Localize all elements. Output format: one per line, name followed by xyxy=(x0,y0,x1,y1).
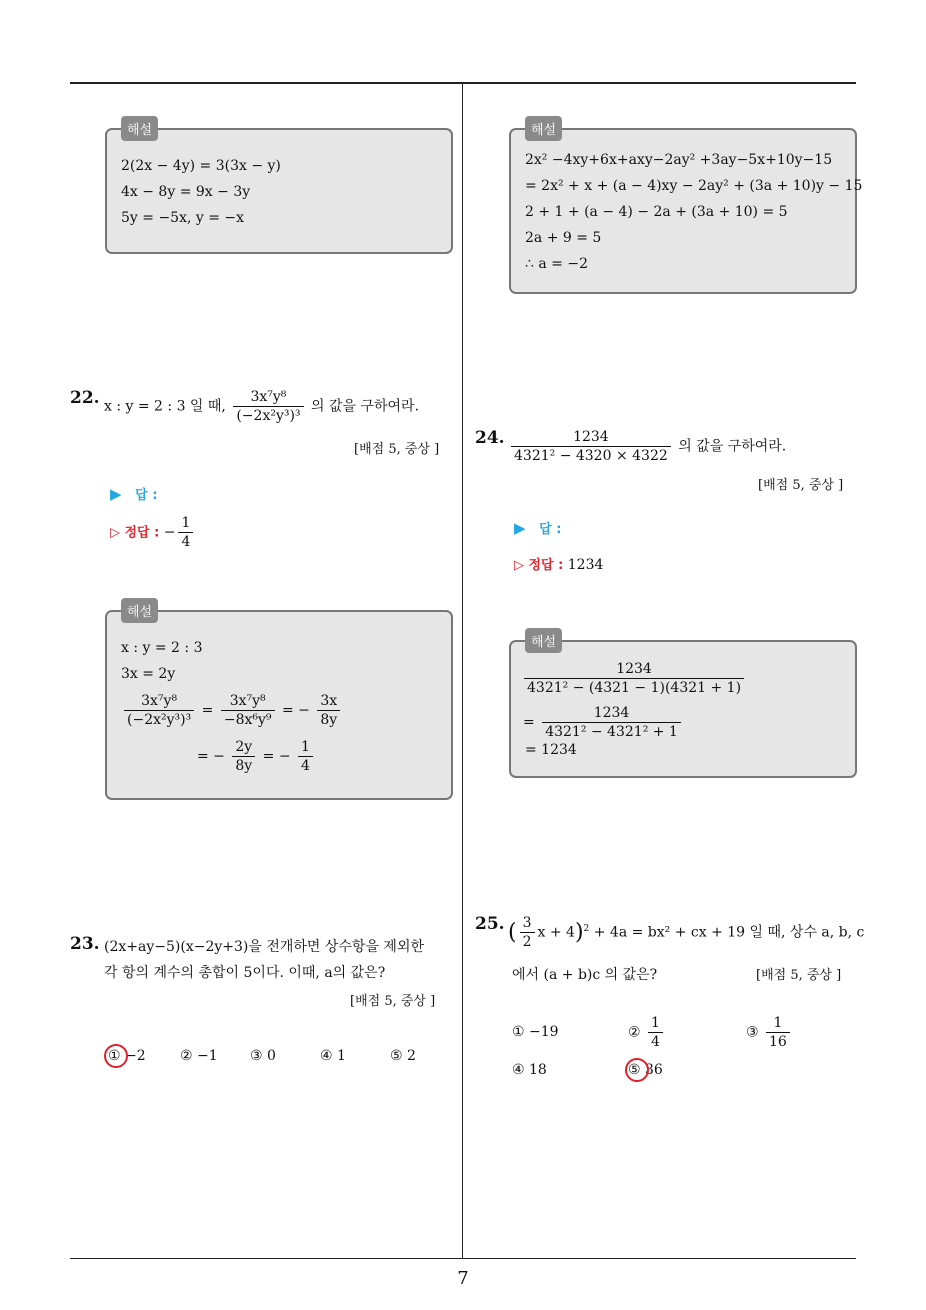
solution-line: 2(2x − 4y) = 3(3x − y) xyxy=(121,158,281,174)
question-suffix: 의 값을 구하여라. xyxy=(311,398,420,415)
solution-line: 2x² −4xy+6x+axy−2ay² +3ay−5x+10y−15 xyxy=(525,152,833,168)
points-label: [배점 5, 중상 ] xyxy=(756,968,842,983)
outline-play-icon: ▷ xyxy=(514,558,524,573)
fraction-denominator: 4 xyxy=(651,1034,660,1050)
question-text-rest: + 4a = bx² + cx + 19 일 때, 상수 a, b, c xyxy=(593,924,865,941)
correct-answer xyxy=(514,554,603,573)
fraction xyxy=(648,1014,663,1051)
solution-equation xyxy=(523,704,684,741)
option-1[interactable]: ① −2 xyxy=(108,1048,146,1064)
option-2[interactable]: ② −1 xyxy=(180,1048,218,1064)
option-marker: ② xyxy=(628,1024,641,1041)
answer-sign: − xyxy=(163,524,176,541)
solution-line: 4x − 8y = 9x − 3y xyxy=(121,184,251,200)
solution-equation xyxy=(121,692,343,729)
solution-box-24 xyxy=(509,635,857,778)
correct-label: 정답 : xyxy=(528,558,564,573)
fraction-denominator: 4 xyxy=(181,534,191,550)
equals-sign: = − xyxy=(281,702,310,719)
question-number: 22. xyxy=(70,388,100,408)
option-5[interactable]: ⑤ 36 xyxy=(628,1062,663,1078)
fraction xyxy=(124,692,194,729)
points-label: [배점 5, 중상 ] xyxy=(350,994,436,1009)
solution-equation xyxy=(197,738,316,775)
question-fraction xyxy=(511,428,671,465)
option-4[interactable]: ④ 1 xyxy=(320,1048,346,1064)
equals-sign: = xyxy=(523,714,535,731)
solution-line: = 1234 xyxy=(525,742,577,758)
solution-tag: 해설 xyxy=(121,598,158,623)
solution-line: 2 + 1 + (a − 4) − 2a + (3a + 10) = 5 xyxy=(525,204,788,220)
question-number: 25. xyxy=(475,914,505,934)
equals-sign: = − xyxy=(197,748,225,765)
answer-label xyxy=(110,484,157,503)
fraction-numerator: 3x⁷y⁸ xyxy=(124,692,194,711)
play-icon: ▶ xyxy=(110,485,122,503)
solution-equation xyxy=(521,660,747,697)
column-divider xyxy=(462,84,463,1258)
option-2[interactable] xyxy=(628,1014,666,1051)
question-text xyxy=(508,914,864,951)
fraction-numerator: 3x xyxy=(317,692,340,711)
fraction xyxy=(542,704,681,741)
fraction xyxy=(298,738,313,775)
fraction-denominator: 8y xyxy=(235,758,253,774)
solution-tag: 해설 xyxy=(525,628,562,653)
fraction-numerator: 3x⁷y⁸ xyxy=(233,388,303,407)
solution-line: 3x = 2y xyxy=(121,666,176,682)
fraction-denominator: (−2x²y³)³ xyxy=(236,408,301,424)
solution-line: 5y = −5x, y = −x xyxy=(121,210,245,226)
solution-line: x : y = 2 : 3 xyxy=(121,640,203,656)
fraction xyxy=(317,692,340,729)
page-number: 7 xyxy=(457,1268,469,1289)
bottom-rule xyxy=(70,1258,856,1259)
question-text: (2x+ay−5)(x−2y+3)을 전개하면 상수항을 제외한 xyxy=(104,939,424,955)
fraction-numerator: 1234 xyxy=(524,660,744,679)
exponent: 2 xyxy=(583,923,590,934)
outline-play-icon: ▷ xyxy=(110,525,120,541)
play-icon: ▶ xyxy=(514,519,526,537)
option-4[interactable]: ④ 18 xyxy=(512,1062,547,1078)
top-rule xyxy=(70,82,856,84)
option-5[interactable]: ⑤ 2 xyxy=(390,1048,416,1064)
answer-label-text: 답 : xyxy=(539,522,562,537)
points-label: [배점 5, 중상 ] xyxy=(354,442,440,457)
question-text: 에서 (a + b)c 의 값은? xyxy=(512,967,658,983)
fraction-numerator: 3 xyxy=(520,914,535,933)
solution-line: 2a + 9 = 5 xyxy=(525,230,602,246)
fraction-denominator: 8y xyxy=(320,712,338,728)
fraction xyxy=(524,660,744,697)
fraction-numerator: 3x⁷y⁸ xyxy=(221,692,275,711)
option-1[interactable]: ① −19 xyxy=(512,1024,559,1040)
answer-fraction xyxy=(178,514,193,551)
question-text: 각 항의 계수의 총합이 5이다. 이때, a의 값은? xyxy=(104,965,386,981)
solution-line: ∴ a = −2 xyxy=(525,256,588,272)
close-paren: ) xyxy=(574,920,584,945)
option-marker: ③ xyxy=(746,1024,759,1041)
equals-sign: = − xyxy=(262,748,291,765)
correct-answer xyxy=(110,514,196,551)
question-suffix: 의 값을 구하여라. xyxy=(678,438,787,455)
answer-label-text: 답 : xyxy=(135,488,158,503)
solution-box-right-1 xyxy=(509,123,863,294)
correct-label: 정답 : xyxy=(124,525,160,541)
question-number: 23. xyxy=(70,934,100,954)
fraction-denominator: 2 xyxy=(522,934,532,950)
points-label: [배점 5, 중상 ] xyxy=(758,478,844,493)
question-prefix: x : y = 2 : 3 일 때, xyxy=(104,398,226,415)
fraction xyxy=(766,1014,790,1051)
fraction-denominator: 4321² − (4321 − 1)(4321 + 1) xyxy=(527,680,742,696)
solution-line: = 2x² + x + (a − 4)xy − 2ay² + (3a + 10)y − 15 xyxy=(525,178,863,194)
selected-answer-mark xyxy=(625,1058,649,1082)
fraction-numerator: 1 xyxy=(766,1014,790,1033)
solution-tag: 해설 xyxy=(525,116,562,141)
fraction-denominator: 16 xyxy=(769,1034,787,1050)
option-3[interactable] xyxy=(746,1014,793,1051)
open-paren: ( xyxy=(508,920,517,945)
option-3[interactable]: ③ 0 xyxy=(250,1048,276,1064)
question-expression: x + 4 xyxy=(537,924,575,941)
answer-label xyxy=(514,518,561,537)
fraction-denominator: 4321² − 4321² + 1 xyxy=(545,724,678,740)
question-text xyxy=(508,428,786,465)
fraction-numerator: 1234 xyxy=(542,704,681,723)
fraction-numerator: 2y xyxy=(232,738,255,757)
fraction-denominator: (−2x²y³)³ xyxy=(127,712,192,728)
fraction-denominator: 4321² − 4320 × 4322 xyxy=(514,448,668,464)
fraction-numerator: 1 xyxy=(178,514,193,533)
fraction xyxy=(520,914,535,951)
fraction xyxy=(221,692,275,729)
question-fraction xyxy=(233,388,303,425)
question-number: 24. xyxy=(475,428,505,448)
fraction-numerator: 1 xyxy=(298,738,313,757)
fraction-denominator: 4 xyxy=(301,758,310,774)
question-text xyxy=(104,388,419,425)
fraction-numerator: 1234 xyxy=(511,428,671,447)
solution-box-21 xyxy=(105,123,453,254)
solution-box-22 xyxy=(105,605,453,800)
solution-tag: 해설 xyxy=(121,116,158,141)
answer-value: 1234 xyxy=(567,557,604,573)
fraction xyxy=(232,738,255,775)
selected-answer-mark xyxy=(104,1044,128,1068)
fraction-denominator: −8x⁶y⁹ xyxy=(223,712,272,728)
fraction-numerator: 1 xyxy=(648,1014,663,1033)
equals-sign: = xyxy=(201,702,214,719)
